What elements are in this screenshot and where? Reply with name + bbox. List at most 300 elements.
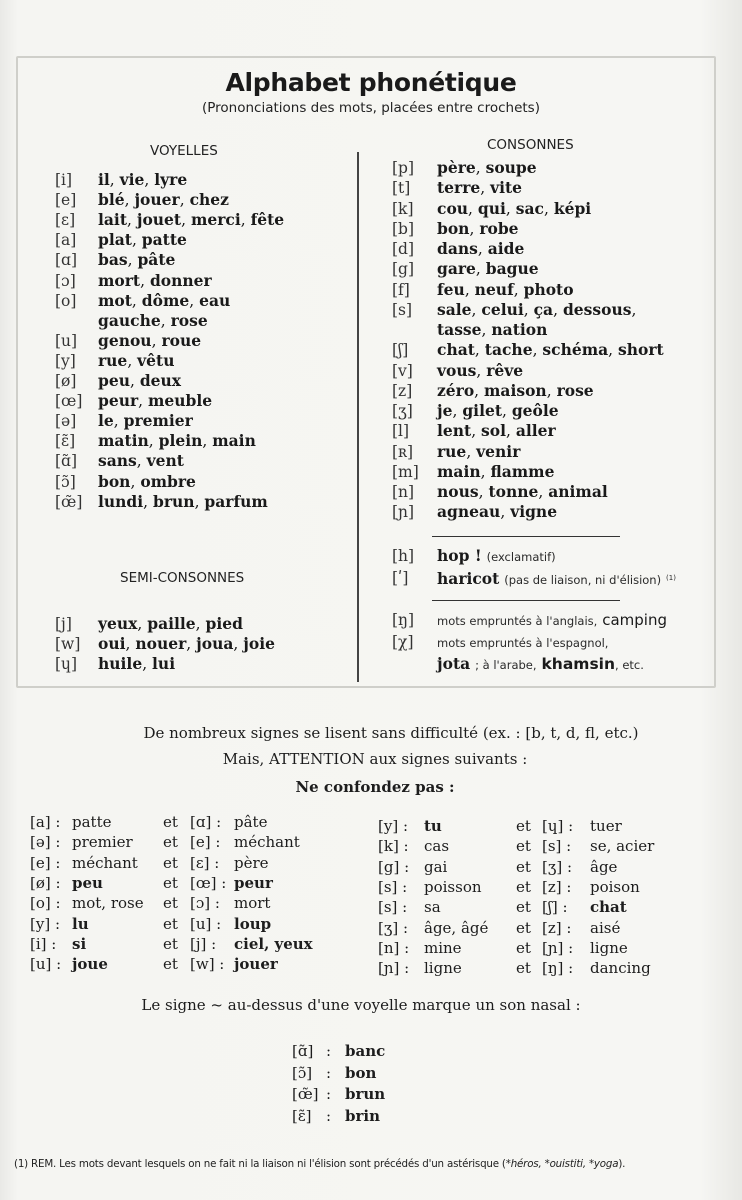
et-connector: et bbox=[163, 894, 178, 913]
confusion-symbol-a: [g] : bbox=[378, 857, 410, 876]
nasal-example-word: brun bbox=[345, 1085, 386, 1103]
et-connector: et bbox=[516, 938, 531, 957]
example-word: lait bbox=[98, 210, 127, 230]
nasal-example-word: brin bbox=[345, 1106, 380, 1125]
separator: , bbox=[138, 392, 148, 411]
confusion-word-a: sa bbox=[424, 898, 441, 917]
example-word: aller bbox=[515, 421, 556, 441]
consonne-row-chi bbox=[392, 632, 608, 653]
confusion-symbol-a: [o] : bbox=[30, 894, 61, 913]
confusion-symbol-a: [e] : bbox=[30, 853, 61, 872]
example-word: brun bbox=[153, 491, 195, 511]
et-connector: et bbox=[163, 853, 178, 872]
confusion-symbol-b: [ɔ] : bbox=[190, 894, 220, 913]
confusion-symbol-b: [u] : bbox=[190, 914, 222, 933]
phonetic-row bbox=[55, 371, 181, 391]
separator: , bbox=[131, 231, 142, 250]
confusion-word-a: peu bbox=[72, 873, 103, 892]
example-word: nation bbox=[491, 320, 548, 339]
confusion-symbol-a: [s] : bbox=[378, 898, 408, 917]
confusion-word-b: mort bbox=[234, 894, 271, 913]
confusion-word-a: tu bbox=[424, 817, 442, 835]
example-word: fête bbox=[250, 210, 285, 230]
separator: , bbox=[233, 635, 244, 654]
separator: , bbox=[143, 492, 154, 511]
confusion-symbol-b: [ɛ] : bbox=[190, 853, 220, 872]
nasal-symbol: [ɛ̃] bbox=[292, 1106, 312, 1125]
confusion-word-a: âge, âgé bbox=[424, 918, 489, 937]
example-word: bon bbox=[98, 471, 131, 491]
phonetic-row bbox=[392, 158, 537, 178]
confusion-word-a: gai bbox=[424, 857, 448, 876]
example-word: flamme bbox=[490, 461, 555, 481]
example-word: je bbox=[437, 401, 453, 420]
example-word: haricot bbox=[437, 569, 500, 588]
phonetic-symbol: [v] bbox=[392, 361, 413, 380]
phonetic-row bbox=[55, 291, 230, 311]
confusion-word-b: peur bbox=[234, 873, 273, 892]
example-word: rose bbox=[556, 380, 594, 400]
example-word: tache bbox=[484, 340, 533, 360]
confusion-symbol-a: [k] : bbox=[378, 837, 409, 856]
example-word: vite bbox=[490, 178, 522, 198]
phonetic-symbol: [χ] bbox=[392, 633, 414, 651]
phonetic-symbol: [ə] bbox=[55, 412, 77, 431]
confusion-word-b: âge bbox=[590, 857, 618, 876]
example-word: neuf bbox=[474, 279, 514, 299]
confusion-symbol-a: [u] : bbox=[30, 955, 62, 974]
phonetic-symbol: [y] bbox=[55, 351, 76, 370]
separator: , bbox=[477, 240, 488, 258]
et-connector: et bbox=[516, 898, 531, 917]
confusion-word-a: poisson bbox=[424, 877, 482, 896]
example-word: huile bbox=[98, 654, 143, 674]
confusion-symbol-a: [ø] : bbox=[30, 873, 61, 892]
phonetic-row bbox=[55, 654, 175, 674]
example-word: zéro bbox=[437, 380, 475, 400]
example-word: sol bbox=[481, 421, 506, 441]
example-word: roue bbox=[161, 330, 202, 350]
separator: , bbox=[469, 219, 480, 238]
consonne-row-chi-examples bbox=[437, 654, 644, 675]
example-word: maison bbox=[484, 380, 547, 400]
confusion-word-b: méchant bbox=[234, 833, 300, 852]
separator: , bbox=[127, 351, 138, 370]
confusion-word-a: mine bbox=[424, 938, 462, 957]
confusion-word-b: chat bbox=[590, 898, 627, 917]
example-word: mort bbox=[98, 270, 141, 290]
consonnes-divider-2 bbox=[432, 600, 620, 601]
phonetic-symbol: [ɔ̃] bbox=[55, 472, 76, 491]
phonetic-row bbox=[392, 361, 523, 381]
phonetic-row bbox=[55, 451, 184, 471]
example-word: lyre bbox=[154, 170, 188, 189]
separator: , bbox=[513, 280, 524, 299]
separator: , bbox=[181, 211, 191, 230]
confusion-symbol-a: [ʒ] : bbox=[378, 918, 408, 937]
example-word: le bbox=[98, 411, 114, 431]
confusion-symbol-b: [ɑ] : bbox=[190, 813, 222, 831]
separator: , bbox=[202, 432, 213, 451]
example-word: donner bbox=[149, 270, 212, 290]
usage-note: (exclamatif) bbox=[486, 550, 556, 564]
phonetic-symbol: [t] bbox=[392, 179, 411, 198]
confusion-symbol-a: [n] : bbox=[378, 938, 410, 957]
confusion-symbol-a: [ə] : bbox=[30, 833, 61, 852]
separator: , bbox=[240, 211, 251, 230]
phonetic-row bbox=[392, 280, 574, 300]
phonetic-symbol: [w] bbox=[55, 635, 81, 654]
phonetic-row bbox=[392, 502, 557, 522]
confusion-word-b: jouer bbox=[234, 955, 278, 974]
phonetic-row bbox=[55, 634, 275, 654]
nasal-example-word: banc bbox=[345, 1042, 386, 1060]
confusion-symbol-a: [y] : bbox=[30, 914, 60, 933]
phonetic-row bbox=[55, 250, 175, 270]
separator: , bbox=[136, 452, 147, 471]
confusion-symbol-b: [ʒ] : bbox=[542, 857, 572, 876]
separator: , bbox=[126, 211, 137, 230]
phonetic-row bbox=[55, 492, 268, 512]
et-connector: et bbox=[516, 918, 531, 937]
example-word: dans bbox=[437, 239, 478, 258]
phonetic-symbol: [œ̃] bbox=[55, 492, 83, 511]
example-word: lui bbox=[152, 654, 176, 674]
confusion-word-b: tuer bbox=[590, 817, 622, 835]
example-word: premier bbox=[123, 411, 193, 431]
intro-line-1: De nombreux signes se lisent sans difficulté (ex. : [b, t, d, fl, etc.) bbox=[143, 724, 639, 742]
example-word: camping bbox=[602, 611, 668, 629]
example-word: plat bbox=[98, 230, 132, 250]
separator: , bbox=[129, 372, 140, 390]
example-word: parfum bbox=[204, 491, 268, 511]
phonetic-symbol: [n] bbox=[392, 483, 415, 501]
example-word: aide bbox=[487, 239, 525, 258]
example-word: main bbox=[212, 431, 256, 451]
phonetic-symbol: [ø] bbox=[55, 372, 77, 390]
phonetic-symbol: [b] bbox=[392, 219, 415, 238]
example-word: gilet bbox=[462, 401, 502, 420]
separator: , bbox=[468, 199, 478, 218]
example-word: pied bbox=[205, 614, 243, 633]
confusion-symbol-b: [ŋ] : bbox=[542, 959, 574, 978]
example-word: geôle bbox=[511, 401, 559, 420]
separator: , bbox=[505, 199, 516, 218]
separator: , bbox=[160, 311, 171, 330]
confusion-symbol-b: [z] : bbox=[542, 918, 572, 937]
phonetic-symbol: [s] bbox=[392, 300, 413, 319]
phonetic-symbol: [f] bbox=[392, 280, 410, 299]
phonetic-row bbox=[392, 340, 664, 360]
footnote-end: ). bbox=[618, 1158, 626, 1170]
example-word: qui bbox=[477, 198, 506, 218]
separator: , bbox=[476, 361, 487, 380]
separator: , bbox=[131, 291, 142, 310]
phonetic-symbol: [u] bbox=[55, 331, 78, 350]
page-title: Alphabet phonétique bbox=[225, 68, 517, 97]
example-word: meuble bbox=[148, 391, 213, 411]
separator: , bbox=[506, 422, 516, 441]
example-word: yeux bbox=[98, 614, 138, 633]
separator: , bbox=[471, 422, 482, 441]
voyelles-heading: VOYELLES bbox=[150, 143, 218, 159]
example-word: rue bbox=[437, 441, 467, 461]
separator: , bbox=[137, 615, 148, 633]
example-word: vigne bbox=[510, 502, 558, 522]
example-word: merci bbox=[190, 210, 241, 230]
separator: , bbox=[125, 635, 136, 654]
example-word: bague bbox=[485, 259, 539, 279]
separator: , bbox=[553, 300, 563, 319]
example-word: vêtu bbox=[137, 350, 175, 370]
phonetic-row bbox=[392, 442, 520, 462]
example-word: joie bbox=[243, 634, 275, 654]
example-word: paille bbox=[147, 614, 196, 633]
semi-consonnes-heading: SEMI-CONSONNES bbox=[120, 570, 245, 586]
separator: : bbox=[326, 1042, 332, 1060]
usage-note: (pas de liaison, ni d'élision) bbox=[504, 573, 662, 587]
et-connector: et bbox=[516, 857, 531, 876]
separator: , bbox=[474, 381, 485, 400]
example-word: père bbox=[437, 158, 476, 177]
separator: , bbox=[532, 341, 543, 360]
separator: , bbox=[546, 381, 557, 400]
phonetic-symbol: [œ] bbox=[55, 392, 83, 411]
example-word: photo bbox=[523, 279, 574, 299]
phonetic-row bbox=[392, 462, 554, 482]
intro-line-2: Mais, ATTENTION aux signes suivants : bbox=[222, 750, 528, 768]
usage-note: , etc. bbox=[615, 658, 644, 672]
example-word: tonne bbox=[488, 482, 539, 501]
et-connector: et bbox=[516, 877, 531, 896]
example-word: ombre bbox=[140, 471, 196, 491]
confusion-word-b: ligne bbox=[590, 938, 628, 957]
phonetic-row bbox=[392, 482, 608, 502]
example-word: main bbox=[437, 461, 481, 481]
phonetic-symbol: [ɲ] bbox=[392, 503, 415, 522]
example-word: patte bbox=[141, 230, 187, 250]
phonetic-row bbox=[392, 199, 591, 219]
confusion-symbol-b: [e] : bbox=[190, 833, 221, 852]
example-word: venir bbox=[476, 441, 521, 461]
phonetic-symbol: [d] bbox=[392, 240, 415, 258]
consonne-row-ng bbox=[392, 610, 667, 631]
separator: , bbox=[474, 341, 485, 360]
phonetic-symbol: [ɛ] bbox=[55, 211, 76, 230]
phonetic-symbol: [p] bbox=[392, 159, 415, 177]
phonetic-row bbox=[392, 259, 539, 279]
separator: , bbox=[478, 483, 489, 501]
separator: , bbox=[471, 300, 482, 319]
separator: , bbox=[480, 179, 491, 198]
example-word: vie bbox=[119, 170, 145, 189]
phonetic-symbol: [ʒ] bbox=[392, 402, 413, 420]
phonetic-symbol: [h] bbox=[392, 547, 415, 565]
example-word: rose bbox=[170, 310, 208, 330]
phonetic-row bbox=[55, 210, 284, 230]
et-connector: et bbox=[516, 837, 531, 856]
phonetic-symbol bbox=[55, 311, 98, 331]
consonnes-heading: CONSONNES bbox=[487, 137, 574, 153]
phonetic-symbol: [k] bbox=[392, 199, 414, 218]
confusion-symbol-b: [s] : bbox=[542, 837, 572, 856]
phonetic-symbol: [ʀ] bbox=[392, 442, 414, 461]
example-word: sans bbox=[98, 451, 137, 471]
confusion-word-b: poison bbox=[590, 877, 640, 896]
example-word: képi bbox=[553, 198, 592, 218]
separator: , bbox=[475, 260, 486, 279]
confusion-symbol-b: [z] : bbox=[542, 877, 572, 896]
example-word: bas bbox=[98, 250, 128, 270]
phonetic-row bbox=[392, 239, 524, 259]
separator: , bbox=[109, 171, 120, 189]
phonetic-symbol: [j] bbox=[55, 615, 72, 633]
example-word: sac bbox=[515, 198, 544, 218]
et-connector: et bbox=[163, 934, 178, 953]
example-word: feu bbox=[437, 279, 465, 299]
confusion-word-a: patte bbox=[72, 813, 112, 831]
example-word: nous bbox=[437, 482, 479, 501]
confusion-word-b: loup bbox=[234, 914, 272, 933]
phonetic-row bbox=[55, 431, 256, 451]
phonetic-symbol: [ɥ] bbox=[55, 655, 78, 674]
confusion-word-a: ligne bbox=[424, 959, 462, 978]
phonetic-row bbox=[55, 351, 174, 371]
separator: , bbox=[523, 300, 534, 319]
phonetic-row bbox=[55, 472, 196, 492]
confusion-word-a: mot, rose bbox=[72, 894, 144, 913]
separator: , bbox=[130, 472, 141, 491]
confusion-word-b: ciel, yeux bbox=[234, 934, 313, 953]
example-word: nouer bbox=[135, 634, 187, 654]
example-word: peur bbox=[98, 391, 139, 411]
phonetic-symbol: [l] bbox=[392, 422, 410, 441]
phonetic-row bbox=[55, 411, 193, 431]
example-word: blé bbox=[98, 190, 125, 210]
example-word: robe bbox=[479, 218, 519, 238]
phonetic-symbol: [ɑ] bbox=[55, 251, 78, 270]
separator: , bbox=[140, 271, 150, 290]
example-word: cou bbox=[437, 198, 469, 218]
confusion-word-b: aisé bbox=[590, 918, 621, 937]
confusion-word-a: méchant bbox=[72, 853, 138, 872]
separator: , bbox=[179, 191, 190, 210]
confusion-word-b: père bbox=[234, 853, 269, 872]
nasal-intro: Le signe ~ au-dessus d'une voyelle marque un son nasal : bbox=[141, 996, 581, 1014]
example-word: gare bbox=[437, 259, 476, 279]
phonetic-row bbox=[55, 230, 187, 250]
separator: : bbox=[326, 1085, 332, 1103]
example-word: oui bbox=[98, 634, 126, 654]
example-word: hop ! bbox=[437, 546, 482, 565]
separator: , bbox=[148, 432, 159, 451]
example-word: deux bbox=[139, 371, 182, 390]
confusion-symbol-b: [ɥ] : bbox=[542, 817, 574, 835]
example-word: il bbox=[98, 170, 110, 189]
phonetic-row bbox=[55, 331, 201, 351]
example-word: genou bbox=[98, 330, 152, 350]
footnote-examples: *héros, *ouistiti, *yoga bbox=[505, 1158, 619, 1170]
separator: , bbox=[500, 503, 511, 522]
example-word: jouet bbox=[136, 210, 182, 230]
confusion-symbol-b: [j] : bbox=[190, 934, 217, 953]
phonetic-row bbox=[392, 381, 594, 401]
separator: , bbox=[538, 483, 549, 501]
phonetic-symbol: [m] bbox=[392, 462, 419, 481]
confusion-symbol-a: [i] : bbox=[30, 934, 57, 953]
phonetic-row bbox=[392, 300, 636, 320]
example-word: peu bbox=[98, 371, 130, 390]
separator: , bbox=[466, 442, 477, 461]
example-word: chat bbox=[437, 340, 475, 360]
et-connector: et bbox=[516, 959, 531, 978]
phonetic-row bbox=[55, 271, 212, 291]
separator: , bbox=[186, 635, 197, 654]
example-word: dôme bbox=[141, 290, 190, 310]
confusion-symbol-a: [a] : bbox=[30, 813, 61, 831]
confusion-word-a: si bbox=[72, 934, 87, 953]
phonetic-symbol: [z] bbox=[392, 381, 413, 400]
separator: , bbox=[501, 402, 512, 420]
example-word: bon bbox=[437, 218, 470, 238]
example-word: celui bbox=[481, 299, 524, 319]
separator: , bbox=[543, 199, 554, 218]
phonetic-row bbox=[55, 170, 187, 190]
nasal-symbol: [œ̃] bbox=[292, 1085, 319, 1103]
example-word: schéma bbox=[542, 340, 609, 360]
example-word: short bbox=[618, 340, 664, 360]
phonetic-row bbox=[392, 178, 522, 198]
confusion-word-a: premier bbox=[72, 833, 133, 852]
example-word: vent bbox=[146, 451, 184, 471]
example-word: terre bbox=[437, 178, 481, 198]
example-word: vous bbox=[437, 360, 477, 380]
separator: , bbox=[481, 321, 492, 339]
separator: , bbox=[452, 402, 463, 420]
confusion-word-b: se, acier bbox=[590, 837, 655, 856]
example-word: jouer bbox=[134, 190, 180, 210]
phonetic-symbol: [ɔ] bbox=[55, 271, 76, 290]
et-connector: et bbox=[163, 914, 178, 933]
phonetic-symbol: [ɛ̃] bbox=[55, 432, 76, 451]
example-word: khamsin bbox=[541, 655, 616, 673]
separator: , bbox=[189, 291, 200, 310]
example-word: ça bbox=[533, 299, 554, 319]
confusion-symbol-b: [ɲ] : bbox=[542, 938, 574, 957]
usage-note: ; à l'arabe, bbox=[475, 658, 537, 672]
phonetic-symbol: [ʃ] bbox=[392, 341, 409, 360]
phonetic-symbol bbox=[392, 320, 437, 340]
separator: , bbox=[608, 341, 619, 360]
separator: , bbox=[631, 300, 637, 319]
phonetic-row bbox=[392, 401, 559, 421]
separator: , bbox=[113, 412, 124, 431]
separator: , bbox=[480, 462, 491, 481]
nasal-symbol: [ɔ̃] bbox=[292, 1063, 313, 1082]
example-word: plein bbox=[158, 431, 203, 451]
example-word: lundi bbox=[98, 491, 144, 511]
column-divider bbox=[357, 152, 359, 682]
example-word: lent bbox=[437, 421, 472, 441]
et-connector: et bbox=[163, 873, 178, 892]
confusion-symbol-b: [œ] : bbox=[190, 873, 227, 892]
example-word: chez bbox=[189, 190, 229, 210]
example-word: dessous bbox=[562, 299, 632, 319]
confusion-word-b: pâte bbox=[234, 813, 268, 831]
confusion-symbol-b: [ʃ] : bbox=[542, 898, 568, 917]
nasal-example-word: bon bbox=[345, 1063, 377, 1082]
separator: , bbox=[144, 171, 155, 189]
